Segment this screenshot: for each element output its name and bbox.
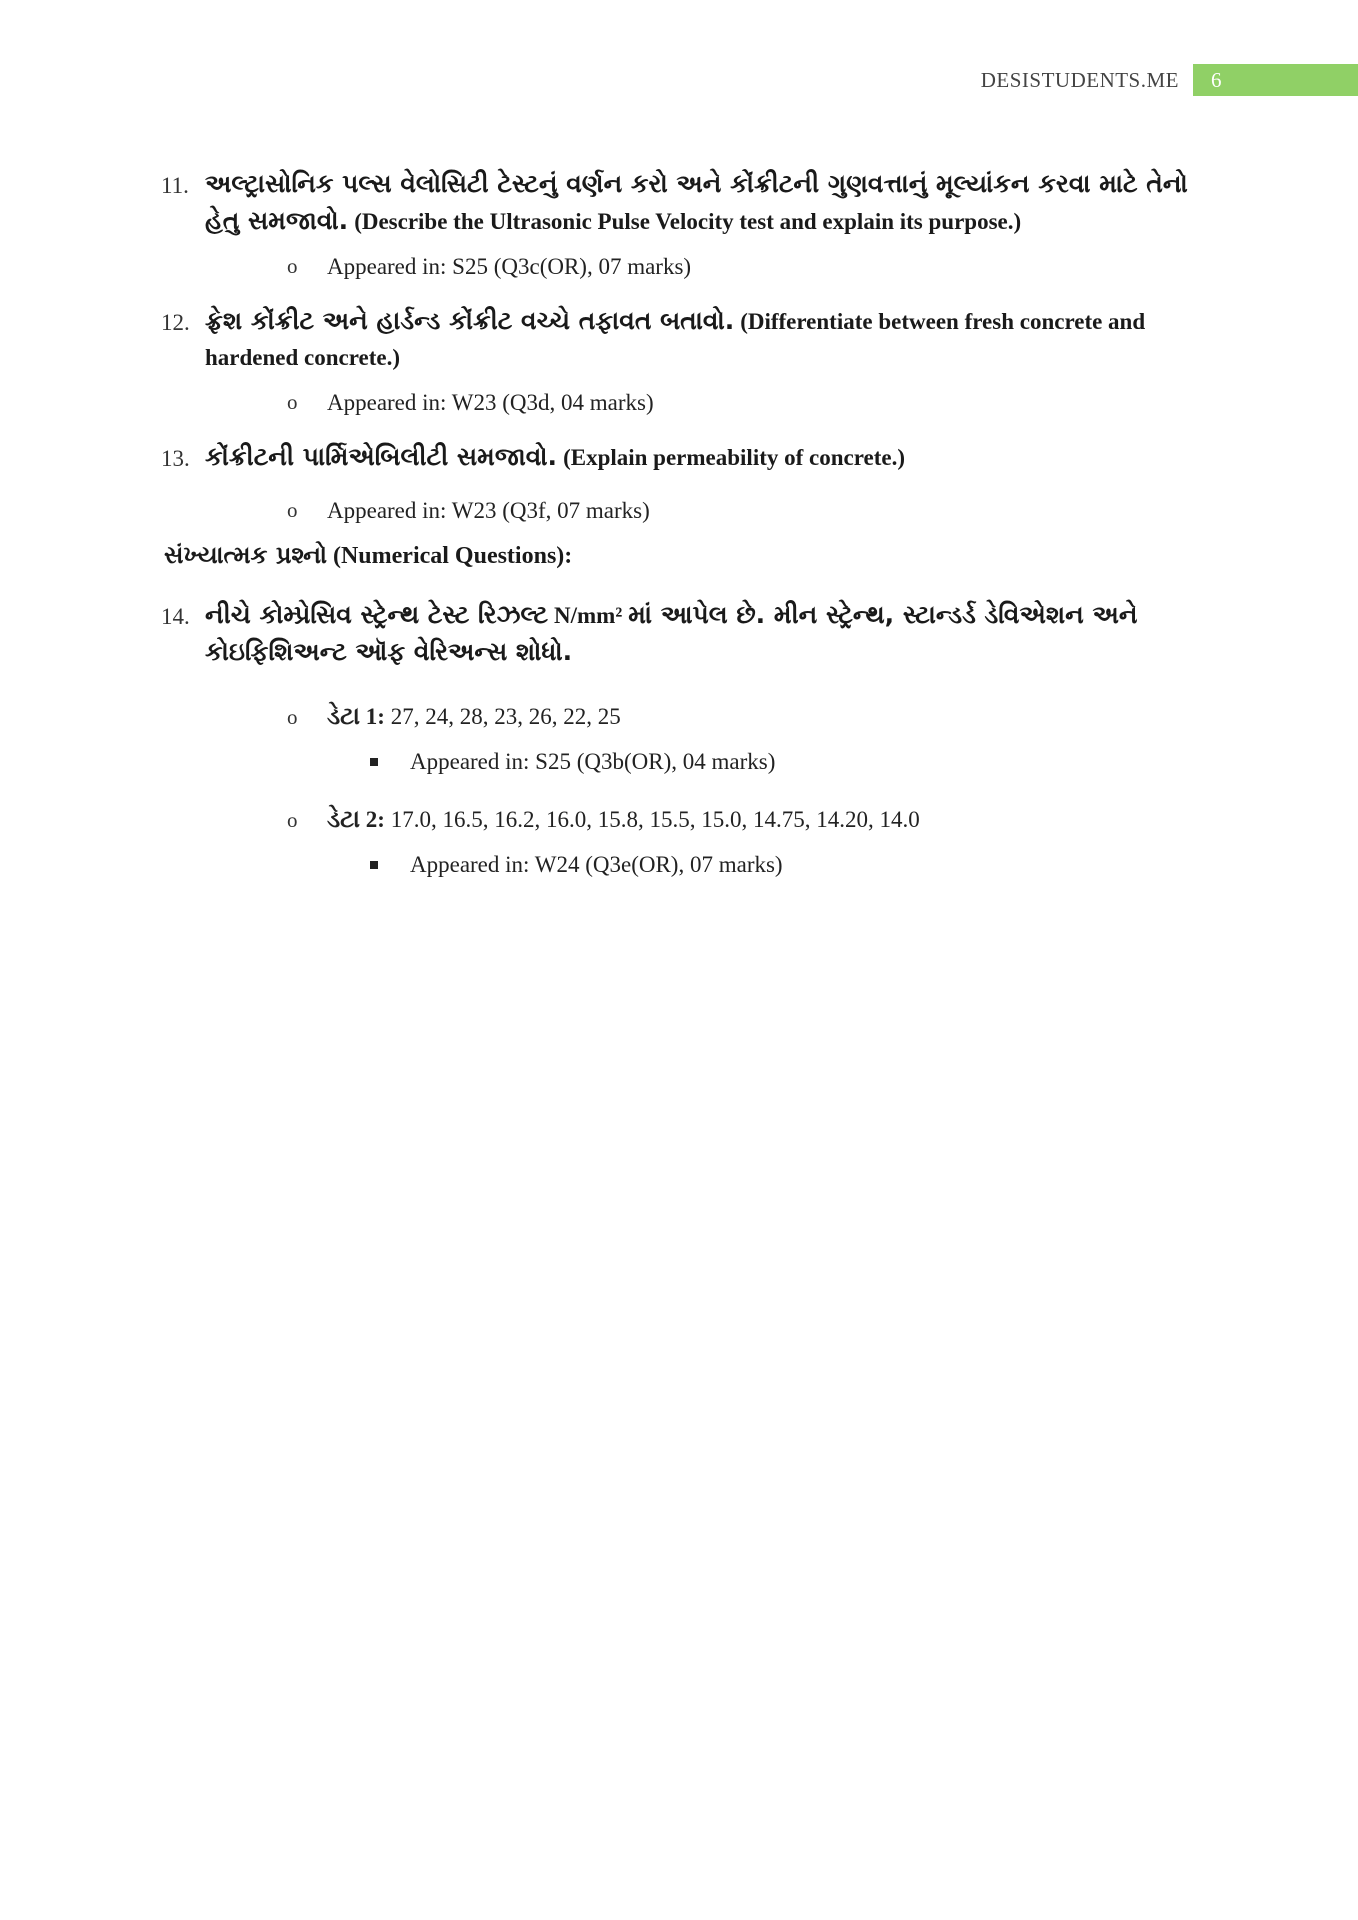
section-heading (164, 541, 572, 570)
question-text-gujarati: અલ્ટ્રાસોનિક પલ્સ વેલોસિટી ટેસ્ટનું વર્ણન કરો અને કોંક્રીટની ગુણવત્તાનું મૂલ્યાંકન કરવા માટે તેનો હેતુ સમજાવો. (205, 169, 1188, 235)
question-text-gujarati: કોંક્રીટની પાર્મિએબિલીટી સમજાવો. (205, 442, 558, 471)
data-2 (327, 803, 920, 836)
question-11 (161, 166, 1195, 240)
question-text-gujarati-a: નીચે કોમ્પ્રેસિવ સ્ટ્રેન્થ ટેસ્ટ રિઝલ્ટ (205, 600, 549, 629)
question-text-gujarati-b: માં આપેલ છે. મીન સ્ટ્રેન્થ, સ્ટાન્ડર્ડ ડેવિએશન અને (628, 600, 1138, 629)
question-14 (161, 597, 1195, 671)
question-number: 13. (161, 446, 190, 471)
page-number: 6 (1193, 64, 1358, 96)
appeared-in-data-1: Appeared in: S25 (Q3b(OR), 04 marks) (410, 749, 776, 774)
section-heading-gujarati: સંખ્યાત્મક પ્રશ્નો (164, 541, 327, 569)
appeared-in-q12: Appeared in: W23 (Q3d, 04 marks) (327, 390, 654, 415)
data-values: 27, 24, 28, 23, 26, 22, 25 (390, 704, 621, 729)
question-unit: N/mm² (554, 603, 623, 628)
data-1 (327, 700, 621, 733)
data-values: 17.0, 16.5, 16.2, 16.0, 15.8, 15.5, 15.0, 14.75, 14.20, 14.0 (390, 807, 920, 832)
question-text-gujarati-c: કોઇફિશિઅન્ટ ઑફ વેરિઅન્સ શોધો. (205, 637, 573, 666)
data-label-gujarati: ડેટા (327, 702, 361, 730)
bullet-circle-icon: o (287, 808, 298, 832)
data-label-number: 2: (365, 807, 385, 832)
question-text-gujarati: ફ્રેશ કોંક્રીટ અને હાર્ડન્ડ કોંક્રીટ વચ્ચે તફાવત બતાવો. (205, 306, 735, 335)
question-text-english: (Differentiate between fresh concrete and hardened concrete.) (205, 309, 1146, 370)
data-label-number: 1: (365, 704, 385, 729)
bullet-square-icon (370, 758, 378, 766)
appeared-in-q13: Appeared in: W23 (Q3f, 07 marks) (327, 498, 650, 523)
bullet-circle-icon: o (287, 498, 298, 522)
bullet-circle-icon: o (287, 254, 298, 278)
appeared-in-q11: Appeared in: S25 (Q3c(OR), 07 marks) (327, 254, 692, 279)
question-12 (161, 303, 1195, 376)
site-name: DESISTUDENTS.ME (980, 67, 1179, 92)
question-13 (161, 439, 1195, 476)
question-text-english: (Explain permeability of concrete.) (563, 445, 906, 470)
bullet-circle-icon: o (287, 390, 298, 414)
question-number: 11. (161, 173, 189, 198)
page-header (981, 64, 1358, 96)
question-number: 14. (161, 604, 190, 629)
appeared-in-data-2: Appeared in: W24 (Q3e(OR), 07 marks) (410, 852, 783, 877)
bullet-square-icon (370, 861, 378, 869)
question-number: 12. (161, 310, 190, 335)
bullet-circle-icon: o (287, 705, 298, 729)
section-heading-english: (Numerical Questions): (332, 543, 573, 569)
data-label-gujarati: ડેટા (327, 805, 361, 833)
question-text-english: (Describe the Ultrasonic Pulse Velocity test and explain its purpose.) (354, 209, 1022, 234)
